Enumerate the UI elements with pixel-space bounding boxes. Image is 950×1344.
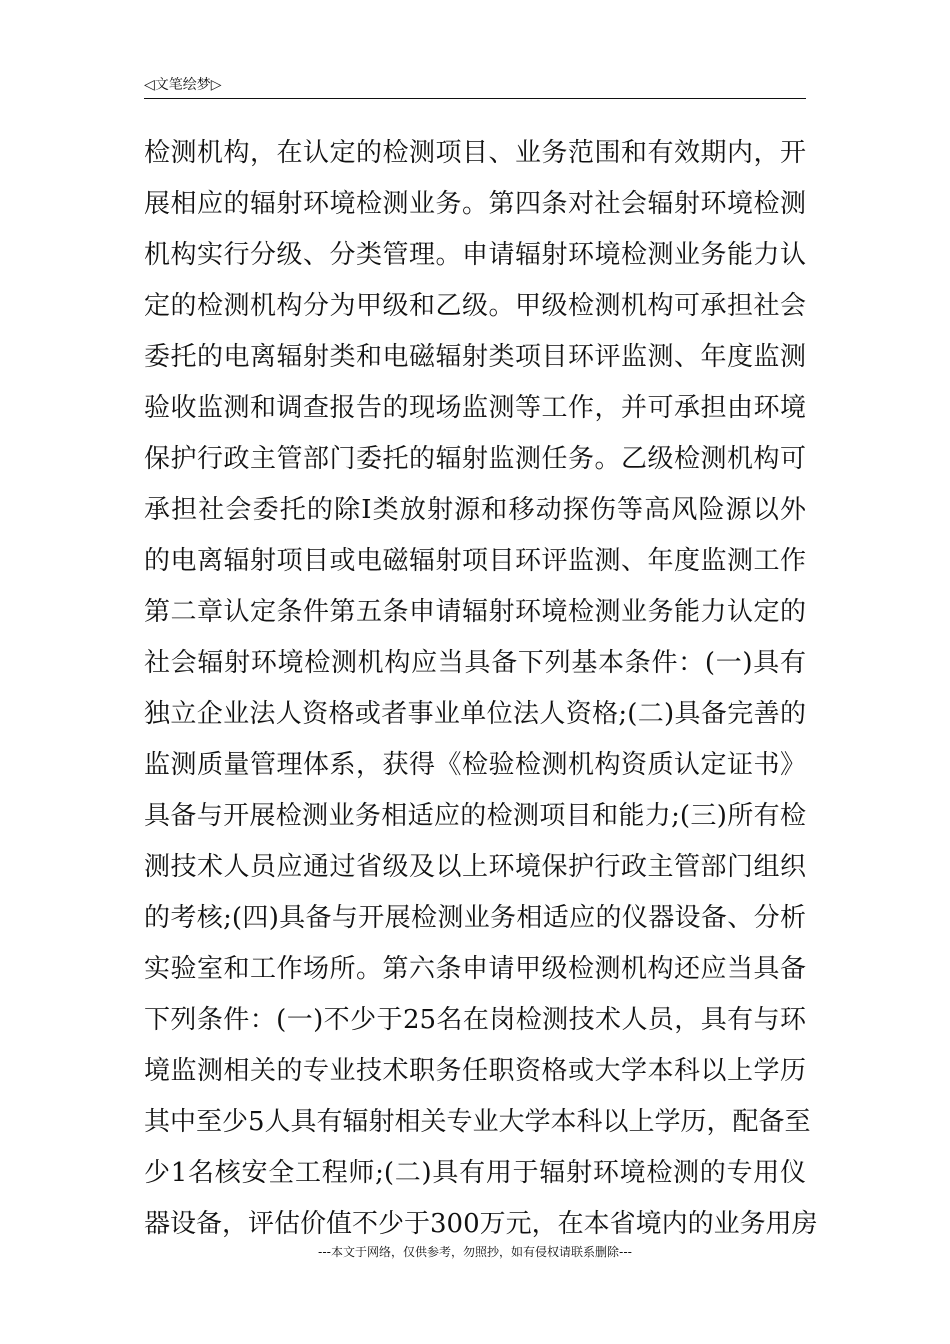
body-line: 境监测相关的专业技术职务任职资格或大学本科以上学历: [144, 1056, 806, 1086]
page-header: [144, 74, 806, 99]
document-body: [144, 128, 818, 1250]
body-line: 少1名核安全工程师;(二)具有用于辐射环境检测的专用仪: [144, 1158, 806, 1188]
body-line: 监测质量管理体系，获得《检验检测机构资质认定证书》: [144, 750, 806, 780]
body-line: 检测机构，在认定的检测项目、业务范围和有效期内，开: [144, 138, 806, 168]
body-line: 社会辐射环境检测机构应当具备下列基本条件：(一)具有: [144, 648, 806, 678]
body-line: 具备与开展检测业务相适应的检测项目和能力;(三)所有检: [144, 801, 806, 831]
body-line: 独立企业法人资格或者事业单位法人资格;(二)具备完善的: [144, 699, 806, 729]
page-footer: ---本文于网络，仅供参考，勿照抄，如有侵权请联系删除---: [318, 1245, 632, 1259]
body-line: 下列条件：(一)不少于25名在岗检测技术人员，具有与环: [144, 1005, 806, 1035]
body-line: 定的检测机构分为甲级和乙级。甲级检测机构可承担社会: [144, 291, 806, 321]
body-line: 机构实行分级、分类管理。申请辐射环境检测业务能力认: [144, 240, 806, 270]
body-line: 保护行政主管部门委托的辐射监测任务。乙级检测机构可: [144, 444, 806, 474]
body-line: 第二章认定条件第五条申请辐射环境检测业务能力认定的: [144, 597, 806, 627]
body-line: 其中至少5人具有辐射相关专业大学本科以上学历，配备至: [144, 1107, 811, 1137]
body-line: 委托的电离辐射类和电磁辐射类项目环评监测、年度监测: [144, 342, 806, 372]
body-line: 承担社会委托的除Ⅰ类放射源和移动探伤等高风险源以外: [144, 495, 806, 525]
body-line: 展相应的辐射环境检测业务。第四条对社会辐射环境检测: [144, 189, 806, 219]
header-title: ◁文笔绘梦▷: [144, 77, 222, 93]
body-line: 的电离辐射项目或电磁辐射项目环评监测、年度监测工作: [144, 546, 806, 576]
body-line: 验收监测和调查报告的现场监测等工作，并可承担由环境: [144, 393, 806, 423]
body-line: 的考核;(四)具备与开展检测业务相适应的仪器设备、分析: [144, 903, 806, 933]
body-line: 测技术人员应通过省级及以上环境保护行政主管部门组织: [144, 852, 806, 882]
body-line: 器设备，评估价值不少于300万元，在本省境内的业务用房: [144, 1209, 818, 1239]
body-line: 实验室和工作场所。第六条申请甲级检测机构还应当具备: [144, 954, 806, 984]
